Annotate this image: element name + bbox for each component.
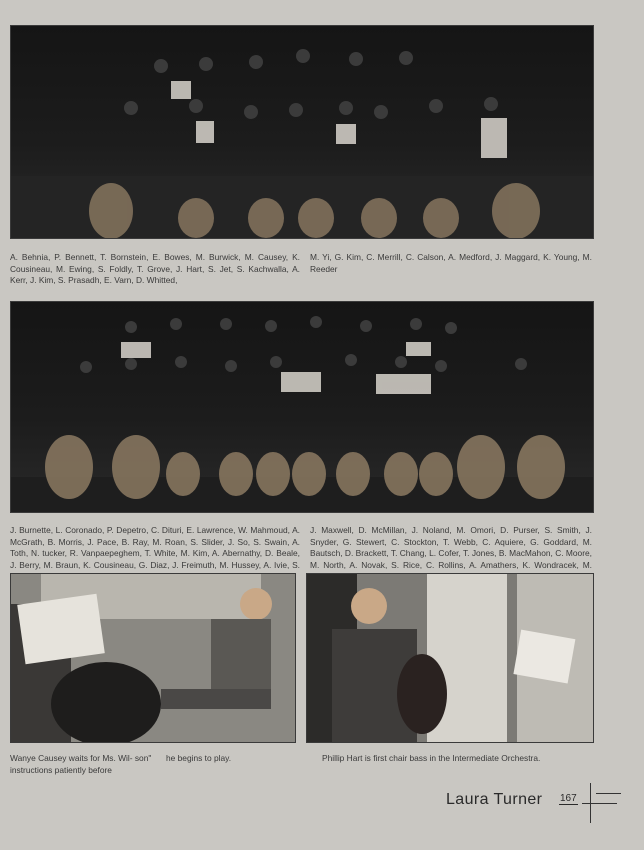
caption-bottom-left-part2: he begins to play.	[166, 753, 232, 763]
footer-horizontal-rule-2	[596, 793, 621, 794]
orchestra-group-photo-top	[10, 25, 594, 239]
caption-bottom-right: Phillip Hart is first chair bass in the Intermediate Orchestra.	[322, 753, 541, 763]
page-number: 167	[560, 793, 577, 804]
footer-school-name: Laura Turner	[446, 791, 543, 808]
candid-photo-bass-player	[306, 573, 594, 743]
group-photo-top-image	[11, 26, 593, 238]
group-photo-middle-image	[11, 302, 593, 512]
caption-top-photo-col1: A. Behnia, P. Bennett, T. Bornstein, E. Bowes, M. Burwick, M. Causey, K. Cousineau, M. Ewing, S. Foldly, T. Grove, J. Hart, S. Jet, S. Kachwalla, A. Kerr, J. Kim, S. Prasadh, E. Varn, D. Whitted,	[10, 252, 300, 286]
candid-photo-cellist-waiting	[10, 573, 296, 743]
caption-bottom-left-part1: Wanye Causey waits for Ms. Wil- son" instructions patiently before	[10, 753, 152, 775]
footer-horizontal-rule	[582, 803, 617, 804]
caption-middle-photo-right: J. Maxwell, D. McMillan, J. Noland, M. Omori, D. Purser, S. Smith, J. Snyder, G. Stewert, C. Stockton, T. Webb, C. Aquiere, G. Goddard, M. Bautsch, D. Brackett, T. Chang, L. Cofer, T. Jones, B. MacMahon, C. Moore, M. North, A. Novak, S. Rice, C. Rollins, A. Amathers, K. Wondracek, M.	[310, 525, 592, 570]
caption-middle-photo-left: J. Burnette, L. Coronado, P. Depetro, C. Dituri, E. Lawrence, W. Mahmoud, A. McGrath, B. Morris, J. Pace, B. Ray, M. Roan, S. Slider, J. So, S. Swain, A. Toth, N. tucker, R. Vanpaepeghem, T. White, M. Kim, A. Abernathy, D. Beale, J. Berry, M. Braun, K. Cousineau, G. Diaz, J. Freimuth, M. Hussey, A. Ivie, S.	[10, 525, 300, 570]
orchestra-group-photo-middle	[10, 301, 594, 513]
caption-top-photo-col2: M. Yi, G. Kim, C. Merrill, C. Calson, A. Medford, J. Maggard, K. Young, M. Reeder	[310, 252, 592, 274]
candid-photo-left-image	[11, 574, 295, 742]
candid-photo-right-image	[307, 574, 593, 742]
